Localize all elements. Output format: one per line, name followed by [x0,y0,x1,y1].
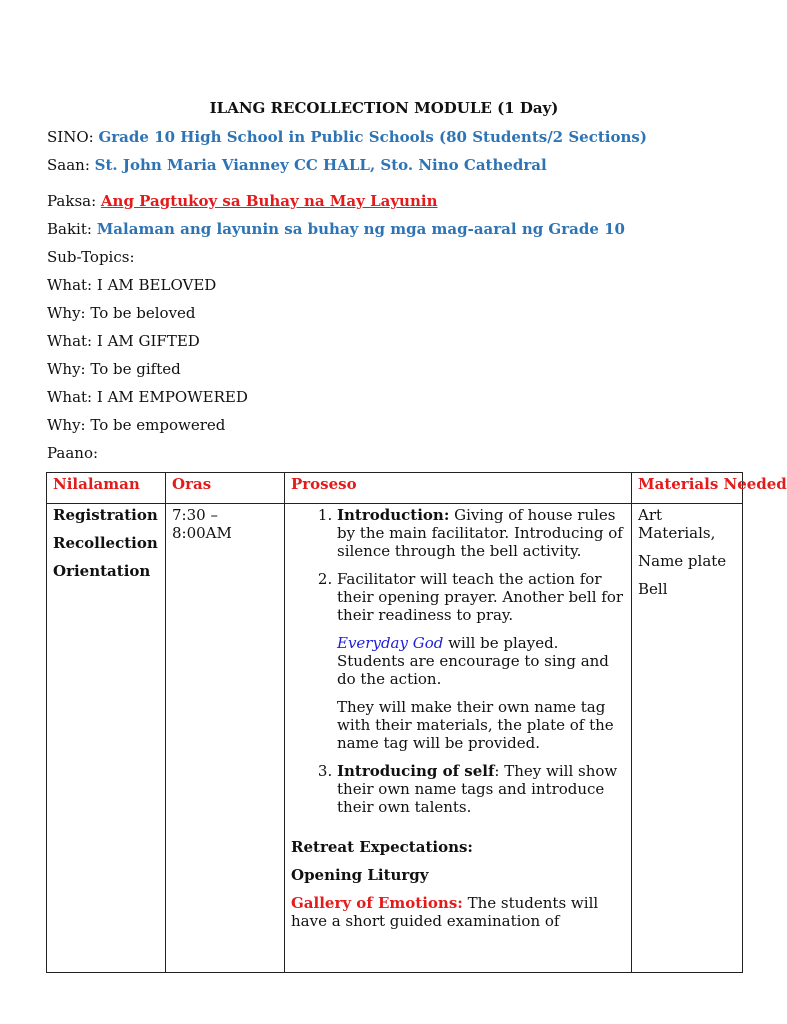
material-item: Art Materials, [638,506,716,542]
introduction-label: Introduction: [337,506,450,524]
materials-cell [632,504,743,973]
paksa-value: Ang Pagtukoy sa Buhay na May Layunin [100,192,438,210]
sino-value: Grade 10 High School in Public Schools (80 Students/2 Sections) [98,128,647,146]
bakit-value: Malaman ang layunin sa buhay ng mga mag-aaral ng Grade 10 [96,220,625,238]
subtopic-line: Why: To be gifted [47,360,181,378]
nametag-paragraph: They will make their own name tag with their materials, the plate of the name tag will be provided. [337,698,614,752]
oras-cell [166,504,285,973]
saan-line [47,156,547,174]
song-paragraph [291,634,625,688]
prayer-text: Facilitator will teach the action for their opening prayer. Another bell for their readiness to pray. [337,570,624,624]
header-proseso: Proseso [285,473,632,504]
schedule-table [46,472,787,973]
header-materials: Materials Needed [632,473,743,504]
subtopics-label: Sub-Topics: [47,248,135,266]
gallery-text: The students will have a short guided examination of [291,894,599,930]
sino-line [47,128,647,146]
song-text: will be played. Students are encourage to sing and do the action. [337,634,609,688]
song-title: Everyday God [337,634,444,652]
paksa-label: Paksa: [47,192,101,210]
nilalaman-item: Registration [53,506,158,524]
opening-liturgy [291,866,625,884]
material-item: Bell [638,580,668,598]
paksa-line [47,192,437,210]
introducing-self-text: : They will show their own name tags and introduce their own talents. [337,762,618,816]
proseso-list-cont [291,762,625,816]
proseso-list [291,506,625,624]
retreat-expectations [291,838,625,856]
introducing-self-label: Introducing of self [337,762,495,780]
sino-label: SINO: [47,128,99,146]
nilalaman-item: Orientation [53,562,151,580]
proseso-item-introduction [337,506,625,560]
proseso-item-introducing-self [337,762,625,816]
proseso-cell [285,504,632,973]
nilalaman-item: Recollection [53,534,158,552]
subtopic-line: What: I AM GIFTED [47,332,200,350]
header-oras: Oras [166,473,285,504]
subtopic-line: What: I AM BELOVED [47,276,217,294]
introduction-text: Giving of house rules by the main facilitator. Introducing of silence through the bell activity. [337,506,623,560]
gallery-paragraph [291,894,625,930]
opening-liturgy-label: Opening Liturgy [291,866,429,884]
saan-value: St. John Maria Vianney CC HALL, Sto. Nino Cathedral [94,156,547,174]
gallery-label: Gallery of Emotions: [291,894,463,912]
oras-value: 7:30 – 8:00AM [172,506,232,542]
subtopic-line: Why: To be empowered [47,416,226,434]
header-nilalaman: Nilalaman [47,473,166,504]
nilalaman-cell [47,504,166,973]
document-title: ILANG RECOLLECTION MODULE (1 Day) [209,99,559,117]
subtopic-line: Why: To be beloved [47,304,196,322]
table-row [47,504,743,973]
proseso-item-prayer [337,570,625,624]
saan-label: Saan: [47,156,95,174]
bakit-label: Bakit: [47,220,97,238]
material-item: Name plate [638,552,727,570]
subtopic-line: What: I AM EMPOWERED [47,388,248,406]
retreat-expectations-label: Retreat Expectations: [291,838,473,856]
bakit-line [47,220,625,238]
table-header-row [47,473,743,504]
paano-label: Paano: [47,444,99,462]
